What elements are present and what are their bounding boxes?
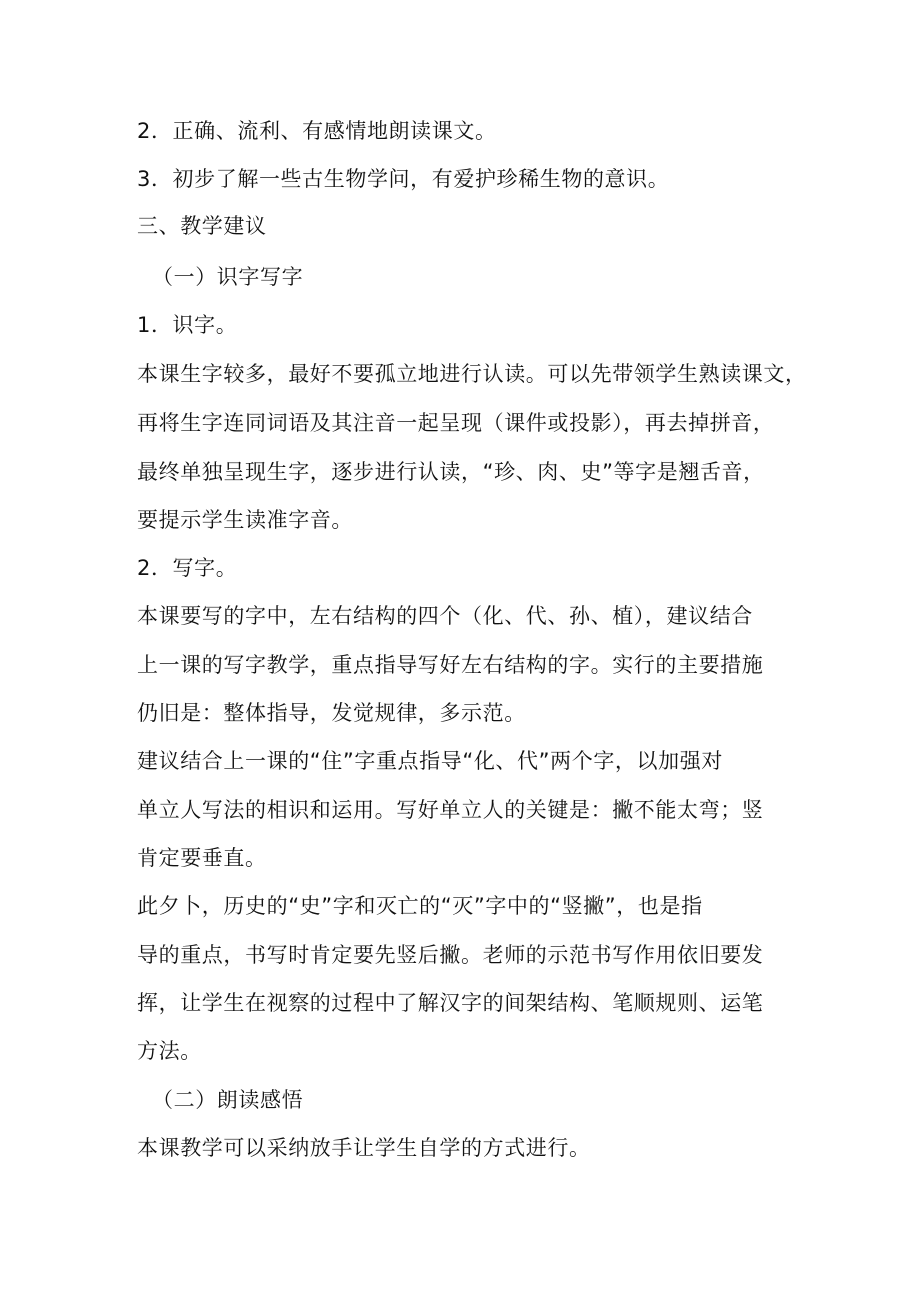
text-line: 本课生字较多，最好不要孤立地进行认读。可以先带领学生熟读课文， xyxy=(137,362,807,386)
text-line: 上一课的写字教学，重点指导写好左右结构的字。实行的主要措施 xyxy=(137,653,764,677)
text-line: 此夕卜，历史的“史”字和灭亡的“灭”字中的“竖撇”，也是指 xyxy=(137,894,703,918)
text-line: 肯定要垂直。 xyxy=(137,846,267,870)
text-line: 方法。 xyxy=(137,1039,202,1063)
text-line: 再将生字连同词语及其注音一起呈现（课件或投影），再去掉拼音， xyxy=(137,411,775,435)
text-line: 单立人写法的相识和运用。写好单立人的关键是：撇不能太弯；竖 xyxy=(137,798,764,822)
text-line: 本课要写的字中，左右结构的四个（化、代、孙、植），建议结合 xyxy=(137,604,753,628)
text-line: 要提示学生读准字音。 xyxy=(137,508,353,532)
text-line: 导的重点，书写时肯定要先竖后撇。老师的示范书写作用依旧要发 xyxy=(137,943,764,967)
text-line: 本课教学可以采纳放手让学生自学的方式进行。 xyxy=(137,1136,591,1160)
subsection-heading: （一）识字写字 xyxy=(152,265,304,289)
text-line: 3．初步了解一些古生物学问，有爱护珍稀生物的意识。 xyxy=(137,167,670,191)
subsection-heading: （二）朗读感悟 xyxy=(152,1088,304,1112)
text-line: 仍旧是：整体指导，发觉规律，多示范。 xyxy=(137,701,526,725)
text-line: 2．正确、流利、有感情地朗读课文。 xyxy=(137,119,497,143)
text-line: 最终单独呈现生字，逐步进行认读，“珍、肉、史”等字是翘舌音， xyxy=(137,460,765,484)
section-heading: 三、教学建议 xyxy=(137,214,267,238)
text-line: 2．写字。 xyxy=(137,556,238,580)
text-line: 挥，让学生在视察的过程中了解汉字的间架结构、笔顺规则、运笔 xyxy=(137,991,764,1015)
text-line: 建议结合上一课的“住”字重点指导“化、代”两个字，以加强对 xyxy=(137,749,723,773)
text-line: 1．识字。 xyxy=(137,313,238,337)
